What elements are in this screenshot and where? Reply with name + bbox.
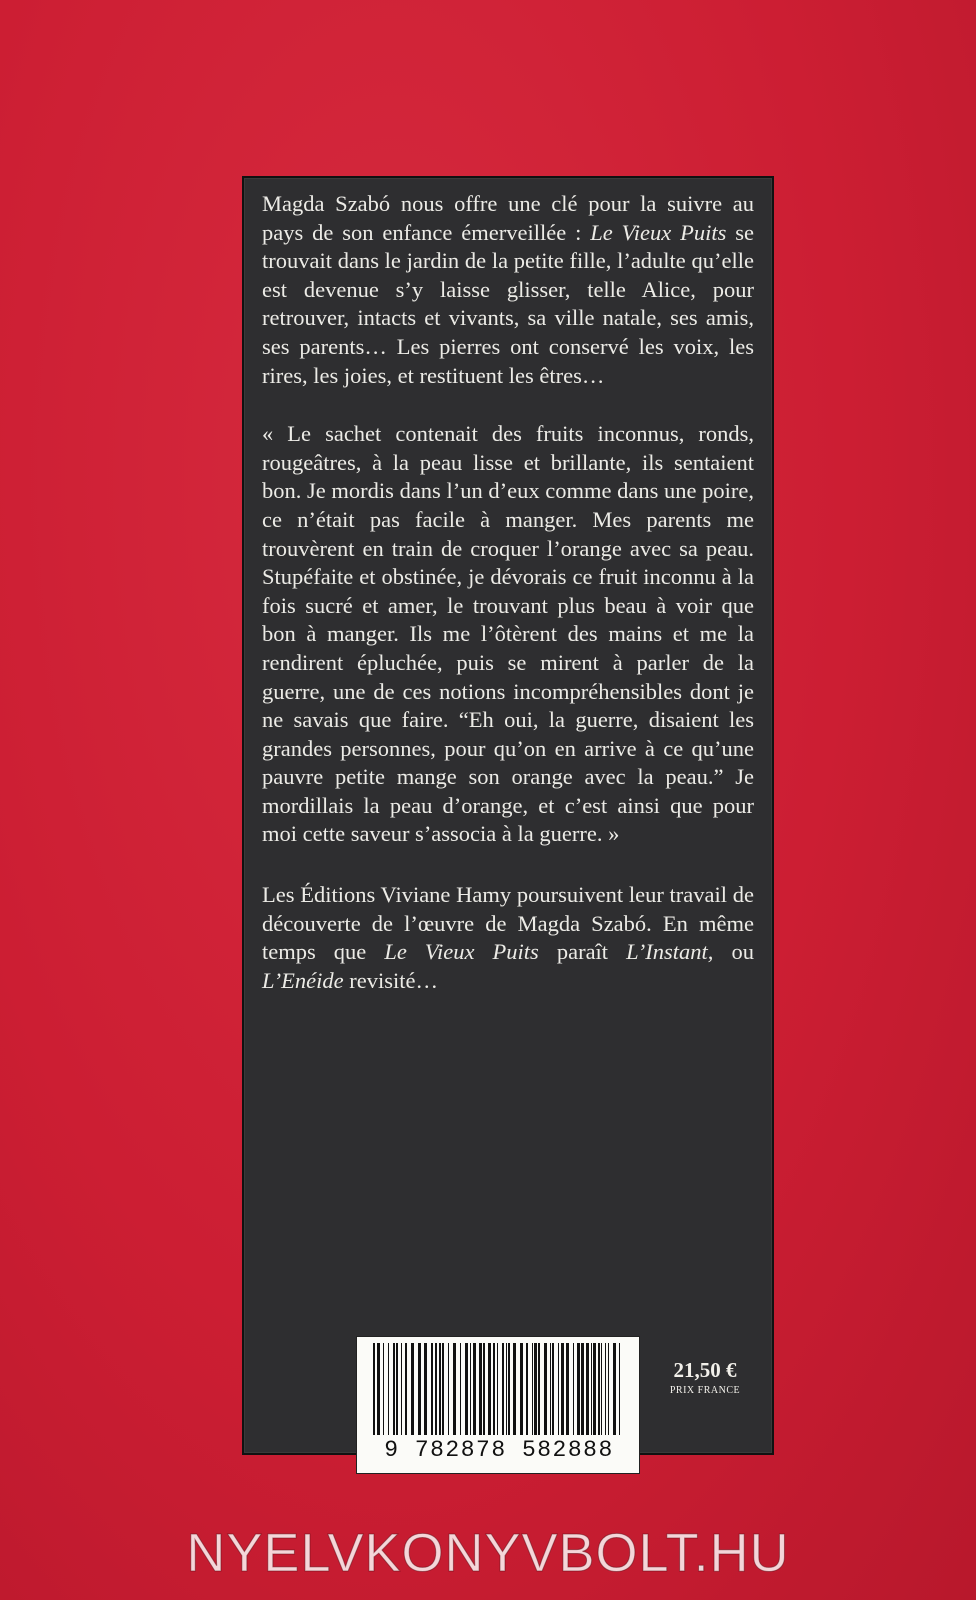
barcode-bar [534, 1343, 537, 1435]
barcode-bar [593, 1343, 596, 1435]
publisher-paragraph: Les Éditions Viviane Hamy poursuivent leur travail de découverte de l’œuvre de Magda Szabó. En même temps que Le Vieux Puits paraît L’Instant, ou L’Enéide revisité… [262, 882, 754, 993]
barcode-bar [396, 1343, 398, 1435]
barcode-bar [598, 1343, 600, 1435]
barcode-bar [435, 1343, 437, 1435]
barcode-bar [573, 1343, 574, 1435]
price-tag [650, 1358, 760, 1396]
barcode-bars [371, 1343, 625, 1435]
barcode-bar [577, 1343, 580, 1435]
barcode-bar [605, 1343, 606, 1435]
barcode-bar [405, 1343, 407, 1435]
barcode-bar [431, 1343, 433, 1435]
barcode-bar [377, 1343, 380, 1435]
barcode-bar [581, 1343, 584, 1435]
isbn-number: 9 782878 582888 [384, 1437, 614, 1463]
price-label: PRIX FRANCE [669, 1385, 741, 1396]
barcode-bar [608, 1343, 609, 1435]
barcode-bar [488, 1343, 491, 1435]
barcode-bar [483, 1343, 485, 1435]
barcode-bar [552, 1343, 554, 1435]
barcode-bar [561, 1343, 564, 1435]
barcode [356, 1336, 640, 1474]
price-amount: 21,50 € [673, 1358, 737, 1382]
barcode-bar [393, 1343, 395, 1435]
barcode-bar [619, 1343, 620, 1435]
barcode-bar [601, 1343, 602, 1435]
barcode-bar [439, 1343, 441, 1435]
barcode-bar [538, 1343, 540, 1435]
barcode-bar [465, 1343, 468, 1435]
barcode-bar [506, 1343, 507, 1435]
barcode-bar [508, 1343, 510, 1435]
barcode-bar [544, 1343, 547, 1435]
site-watermark: NYELVKONYVBOLT.HU [186, 1523, 790, 1583]
barcode-bar [493, 1343, 495, 1435]
barcode-bar [526, 1343, 528, 1435]
barcode-bar [448, 1343, 449, 1435]
barcode-bar [550, 1343, 551, 1435]
barcode-bar [470, 1343, 471, 1435]
barcode-bar [566, 1343, 569, 1435]
book-title: Le Vieux Puits [590, 219, 727, 245]
intro-paragraph: Magda Szabó nous offre une clé pour la suivre au pays de son enfance émerveillée : Le Vieux Puits se trouvait dans le jardin de la petite fille, l’adulte qu’elle est devenue s’y laisse glisser, telle Alice, pour retrouver, intacts et vivants, sa ville natale, ses amis, ses parents… Les pierres ont conservé les voix, les rires, les joies, et restituent les êtres… [262, 191, 754, 388]
blurb-text [262, 190, 754, 995]
barcode-bar [411, 1343, 414, 1435]
barcode-bar [513, 1343, 516, 1435]
barcode-bar [497, 1343, 498, 1435]
barcode-bar [502, 1343, 504, 1435]
barcode-bar [401, 1343, 402, 1435]
barcode-bar [460, 1343, 461, 1435]
quote-paragraph: « Le sachet contenait des fruits inconnus, ronds, rougeâtres, à la peau lisse et brillante, ils sentaient bon. Je mordis dans l’un d’eux comme dans une poire, ce n’était pas facile à manger. Mes parents me trouvèrent en train de croquer l’orange avec sa peau. Stupéfaite et obstinée, je dévorais ce fruit inconnu à la fois sucré et amer, le trouvant plus beau à voir que bon à manger. Ils me l’ôtèrent des mains et me la rendirent épluchée, puis se mirent à parler de la guerre, une de ces notions incompréhensibles dont je ne savais que faire. “Eh oui, la guerre, disaient les grandes personnes, pour qu’on en arrive à ce qu’une pauvre petite mange son orange avec la peau.” Je mordillais la peau d’orange, et c’est ainsi que pour moi cette saveur s’associa à la guerre. » [262, 421, 754, 847]
barcode-bar [442, 1343, 444, 1435]
barcode-bar [591, 1343, 592, 1435]
barcode-bar [424, 1343, 427, 1435]
barcode-bar [418, 1343, 421, 1435]
barcode-bar [613, 1343, 616, 1435]
barcode-bar [453, 1343, 456, 1435]
barcode-bar [520, 1343, 523, 1435]
barcode-bar [383, 1343, 384, 1435]
barcode-bar [373, 1343, 375, 1435]
barcode-bar [558, 1343, 559, 1435]
barcode-bar [586, 1343, 589, 1435]
barcode-bar [479, 1343, 482, 1435]
barcode-bar [532, 1343, 533, 1435]
barcode-bar [473, 1343, 476, 1435]
barcode-bar [388, 1343, 389, 1435]
